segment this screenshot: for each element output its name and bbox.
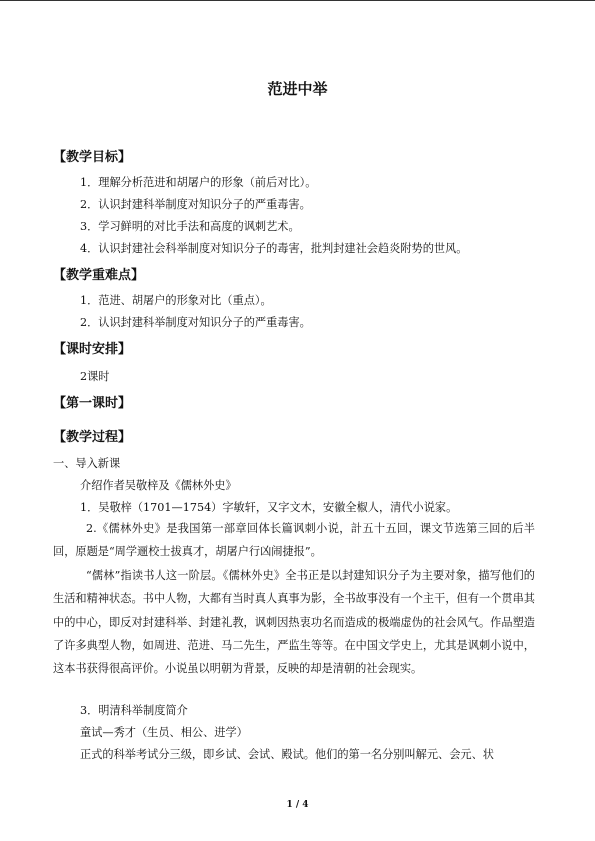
page-title: 范进中举 [267,80,328,98]
goal-item: 2．认识封建科举制度对知识分子的严重毒害。 [80,198,311,211]
section-heading-goals: 【教学目标】 [53,150,132,165]
process-text: 正式的科举考试分三级，即乡试、会试、殿试。他们的第一名分别叫解元、会元、状 [80,748,494,761]
section-heading-schedule: 【课时安排】 [53,342,132,357]
author-intro: 1．吴敬梓（1701—1754）字敏轩，又字文木，安徽全椒人，清代小说家。 [80,501,458,514]
goal-item: 3．学习鲜明的对比手法和高度的讽刺艺术。 [80,220,300,233]
schedule-text: 2课时 [80,370,110,383]
section-heading-process: 【教学过程】 [53,430,132,445]
process-subheading: 3．明清科举制度简介 [80,704,188,717]
book-intro-paragraph: 2.《儒林外史》是我国第一部章回体长篇讽刺小说，計五十五回，课文节选第三回的后半回，原题是“周学逦校士拔真才，胡屠户行凶闹捷报”。 [53,522,535,559]
goal-item: 1．理解分析范进和胡屠户的形象（前后对比）。 [80,176,317,189]
section-heading-key-points: 【教学重难点】 [53,268,145,283]
goal-item: 4．认识封建社会科举制度对知识分子的毒害，批判封建社会趋炎附势的世风。 [80,242,468,255]
process-text: 介绍作者吴敬梓及《儒林外史》 [80,479,237,492]
process-step-heading: 一、导入新课 [53,457,121,470]
section-heading-first-lesson: 【第一课时】 [53,396,132,411]
key-point-item: 2．认识封建科举制度对知识分子的严重毒害。 [80,316,311,329]
rulin-description-paragraph: “儒林”指读书人这一阶层。《儒林外史》全书正是以封建知识分子为主要对象，描写他们的生活和精神状态。书中人物，大都有当时真人真事为影，全书故事没有一个主干，但有一个贯串其中的中心，即反对封建科举、封建礼教，讽刺因热衷功名而造成的极端虚伪的社会风气。作品塑造了许多典型人物，如周进、范进、马二先生，严监生等等。在中国文学史上，尤其是讽刺小说中，这本书获得很高评价。小说虽以明朝为背景，反映的却是清朝的社会现实。 [53,569,535,676]
process-text: 童试—秀才（生员、相公、进学） [80,726,248,739]
page-number: 1 / 4 [286,800,309,810]
header-rule [0,0,595,1]
key-point-item: 1．范进、胡屠户的形象对比（重点）。 [80,294,272,307]
